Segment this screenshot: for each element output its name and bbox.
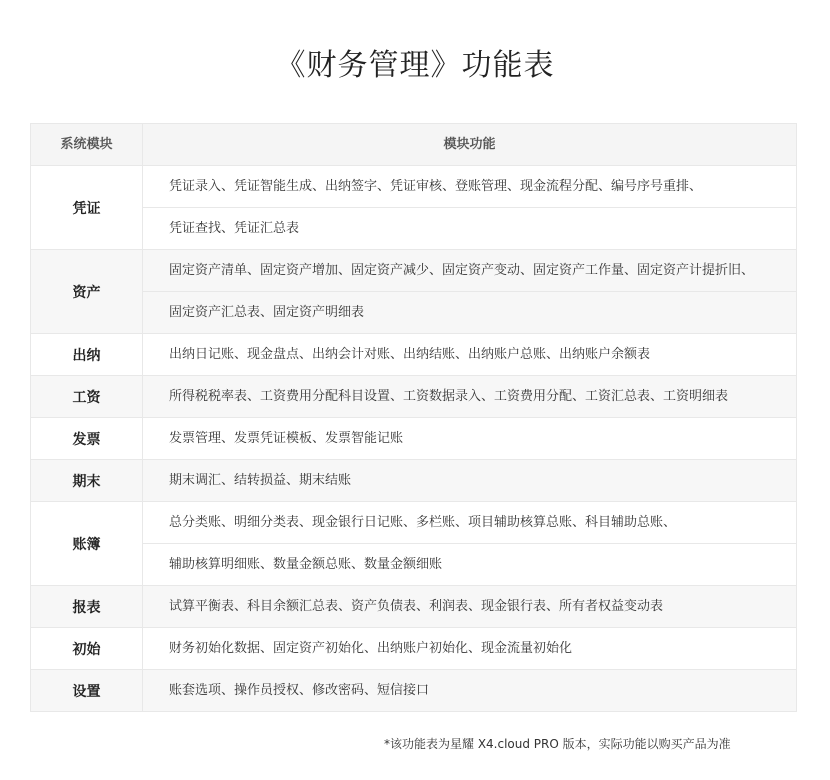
function-line: 期末调汇、结转损益、期末结账: [169, 473, 352, 488]
table-row: [31, 628, 796, 670]
module-function-cell: [143, 166, 796, 249]
function-line: 所得税税率表、工资费用分配科目设置、工资数据录入、工资费用分配、工资汇总表、工资明细表: [169, 389, 729, 404]
function-line: 财务初始化数据、固定资产初始化、出纳账户初始化、现金流量初始化: [169, 641, 573, 656]
footnote: *该功能表为星耀 X4.cloud PRO 版本，实际功能以购买产品为准: [384, 737, 731, 751]
function-line: 总分类账、明细分类表、现金银行日记账、多栏账、项目辅助核算总账、科目辅助总账、: [169, 515, 677, 530]
module-function-cell: [143, 628, 796, 669]
module-function-cell: [143, 502, 796, 585]
module-name-cell: 出纳: [31, 334, 143, 375]
function-line: 账套选项、操作员授权、修改密码、短信接口: [169, 683, 430, 698]
module-function-cell: [143, 418, 796, 459]
module-function-cell: [143, 586, 796, 627]
module-name-cell: 资产: [31, 250, 143, 333]
function-line: 固定资产汇总表、固定资产明细表: [143, 291, 796, 333]
module-function-cell: [143, 670, 796, 711]
header-function: 模块功能: [143, 124, 796, 165]
module-name-cell: 初始: [31, 628, 143, 669]
function-line: 辅助核算明细账、数量金额总账、数量金额细账: [143, 543, 796, 585]
page-title: 《财务管理》功能表: [275, 48, 555, 83]
function-line: 凭证查找、凭证汇总表: [143, 207, 796, 249]
table-row: [31, 586, 796, 628]
function-line: 试算平衡表、科目余额汇总表、资产负债表、利润表、现金银行表、所有者权益变动表: [169, 599, 664, 614]
table-row: [31, 376, 796, 418]
table-row: [31, 418, 796, 460]
function-table: [30, 123, 797, 712]
module-function-cell: [143, 334, 796, 375]
table-body: [31, 166, 796, 712]
header-module: 系统模块: [31, 124, 143, 165]
table-row: [31, 166, 796, 250]
function-line: 固定资产清单、固定资产增加、固定资产减少、固定资产变动、固定资产工作量、固定资产计提折旧、: [169, 263, 755, 278]
module-name-cell: 期末: [31, 460, 143, 501]
module-name-cell: 凭证: [31, 166, 143, 249]
module-name-cell: 工资: [31, 376, 143, 417]
module-function-cell: [143, 376, 796, 417]
table-row: [31, 502, 796, 586]
table-row: [31, 334, 796, 376]
table-header-row: [31, 124, 796, 166]
table-row: [31, 250, 796, 334]
table-row: [31, 460, 796, 502]
function-line: 凭证录入、凭证智能生成、出纳签字、凭证审核、登账管理、现金流程分配、编号序号重排、: [169, 179, 703, 194]
module-name-cell: 报表: [31, 586, 143, 627]
module-name-cell: 发票: [31, 418, 143, 459]
module-function-cell: [143, 250, 796, 333]
function-line: 出纳日记账、现金盘点、出纳会计对账、出纳结账、出纳账户总账、出纳账户余额表: [169, 347, 651, 362]
module-name-cell: 设置: [31, 670, 143, 711]
table-row: [31, 670, 796, 712]
module-function-cell: [143, 460, 796, 501]
function-line: 发票管理、发票凭证模板、发票智能记账: [169, 431, 404, 446]
module-name-cell: 账簿: [31, 502, 143, 585]
